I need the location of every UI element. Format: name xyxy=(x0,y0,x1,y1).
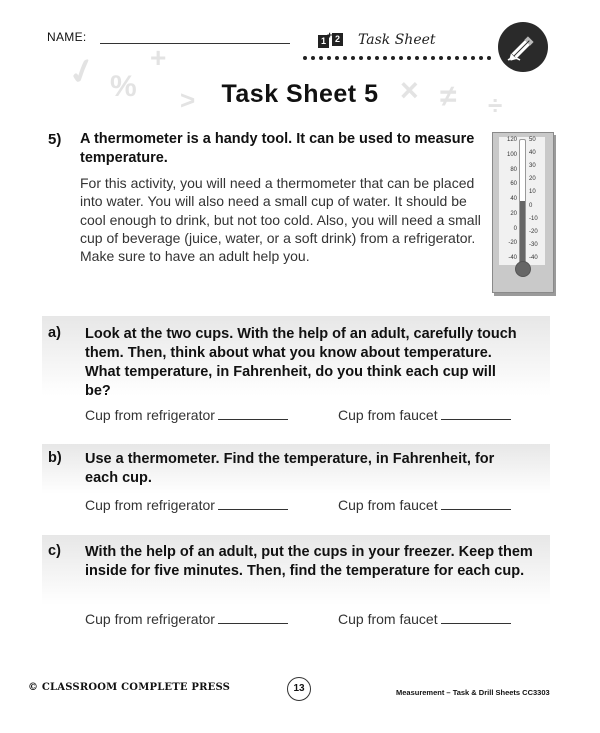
thermometer-scale-label: 30 xyxy=(529,163,536,170)
dotted-divider xyxy=(302,55,492,61)
thermometer-illustration xyxy=(492,132,554,293)
badge-number-two: 2 xyxy=(332,33,343,46)
part-c-faucet-label: Cup from faucet xyxy=(338,611,438,627)
badge-number-one: 1 xyxy=(318,35,329,48)
part-a-refrigerator-field[interactable] xyxy=(85,407,288,423)
thermometer-scale-label: 100 xyxy=(506,151,517,158)
series-title: Measurement – Task & Drill Sheets CC3303 xyxy=(396,688,550,697)
part-b-text: Use a thermometer. Find the temperature, in Fahrenheit, for each cup. xyxy=(85,451,495,486)
part-b-faucet-blank[interactable] xyxy=(441,497,511,510)
part-c-text: With the help of an adult, put the cups in your freezer. Keep them inside for five minutes. Then, find the temperature for each cup. xyxy=(85,544,533,579)
thermometer-scale-label: -40 xyxy=(529,255,538,261)
part-c-refrigerator-label: Cup from refrigerator xyxy=(85,611,215,627)
publisher-name: © CLASSROOM COMPLETE PRESS xyxy=(28,682,231,693)
name-label: NAME: xyxy=(47,30,87,44)
thermometer-scale-label: 10 xyxy=(529,189,536,196)
celsius-scale xyxy=(529,137,551,261)
page-title: Task Sheet 5 xyxy=(221,80,379,108)
thermometer-scale-label: 40 xyxy=(510,196,517,202)
pencil-icon xyxy=(498,22,548,72)
badge-plus: + xyxy=(327,30,333,40)
part-c-faucet-blank[interactable] xyxy=(441,611,511,624)
thermometer-mercury xyxy=(520,201,525,265)
part-c-refrigerator-field[interactable] xyxy=(85,611,288,627)
background-math-symbols: ✓ % + > × ≠ ÷ xyxy=(63,42,503,120)
fahrenheit-scale xyxy=(495,137,517,261)
thermometer-scale-label: 20 xyxy=(510,210,517,217)
part-c-label: c) xyxy=(48,543,61,559)
question-intro: A thermometer is a handy tool. It can be used to measure temperature. xyxy=(80,131,475,166)
thermometer-scale-label: 60 xyxy=(510,181,517,188)
part-b-faucet-label: Cup from faucet xyxy=(338,497,438,513)
page-number: 13 xyxy=(287,677,311,701)
part-b-label: b) xyxy=(48,450,62,466)
part-b-refrigerator-label: Cup from refrigerator xyxy=(85,497,215,513)
part-b-faucet-field[interactable] xyxy=(338,497,511,513)
part-c-faucet-field[interactable] xyxy=(338,611,511,627)
task-sheet-tag: Task Sheet xyxy=(358,32,436,48)
part-b-refrigerator-blank[interactable] xyxy=(218,497,288,510)
thermometer-scale-label: 80 xyxy=(510,166,517,173)
thermometer-scale-label: -20 xyxy=(529,228,538,235)
question-instructions: For this activity, you will need a thermometer that can be placed into water. You will also need a small cup of water. It should be cool enough to drink, but not too cold. Also, you will need a small cup of beverage (juice, water, or a soft drink) from a refrigerator. Make sure to have an adult help you. xyxy=(80,175,481,265)
thermometer-scale-label: -20 xyxy=(508,240,517,247)
name-input-line[interactable] xyxy=(100,43,290,44)
thermometer-scale-label: 0 xyxy=(513,225,517,232)
part-a-faucet-blank[interactable] xyxy=(441,407,511,420)
thermometer-scale-label: 50 xyxy=(529,137,536,143)
thermometer-scale-label: -40 xyxy=(508,255,517,261)
part-a-text: Look at the two cups. With the help of an adult, carefully touch them. Then, think about what you know about temperature. What temperature, in Fahrenheit, do you think each cup will be? xyxy=(85,326,517,399)
thermometer-scale-label: -30 xyxy=(529,241,538,248)
part-a-faucet-field[interactable] xyxy=(338,407,511,423)
part-a-label: a) xyxy=(48,325,61,341)
part-a-refrigerator-label: Cup from refrigerator xyxy=(85,407,215,423)
part-a-faucet-label: Cup from faucet xyxy=(338,407,438,423)
thermometer-scale-label: -10 xyxy=(529,215,538,222)
question-number: 5) xyxy=(48,131,62,148)
thermometer-scale-label: 120 xyxy=(506,137,517,143)
thermometer-scale-label: 20 xyxy=(529,176,536,183)
thermometer-scale-label: 40 xyxy=(529,150,536,157)
part-a-refrigerator-blank[interactable] xyxy=(218,407,288,420)
thermometer-bulb xyxy=(515,261,531,277)
part-b-refrigerator-field[interactable] xyxy=(85,497,288,513)
thermometer-scale-label: 0 xyxy=(529,202,533,209)
part-c-refrigerator-blank[interactable] xyxy=(218,611,288,624)
